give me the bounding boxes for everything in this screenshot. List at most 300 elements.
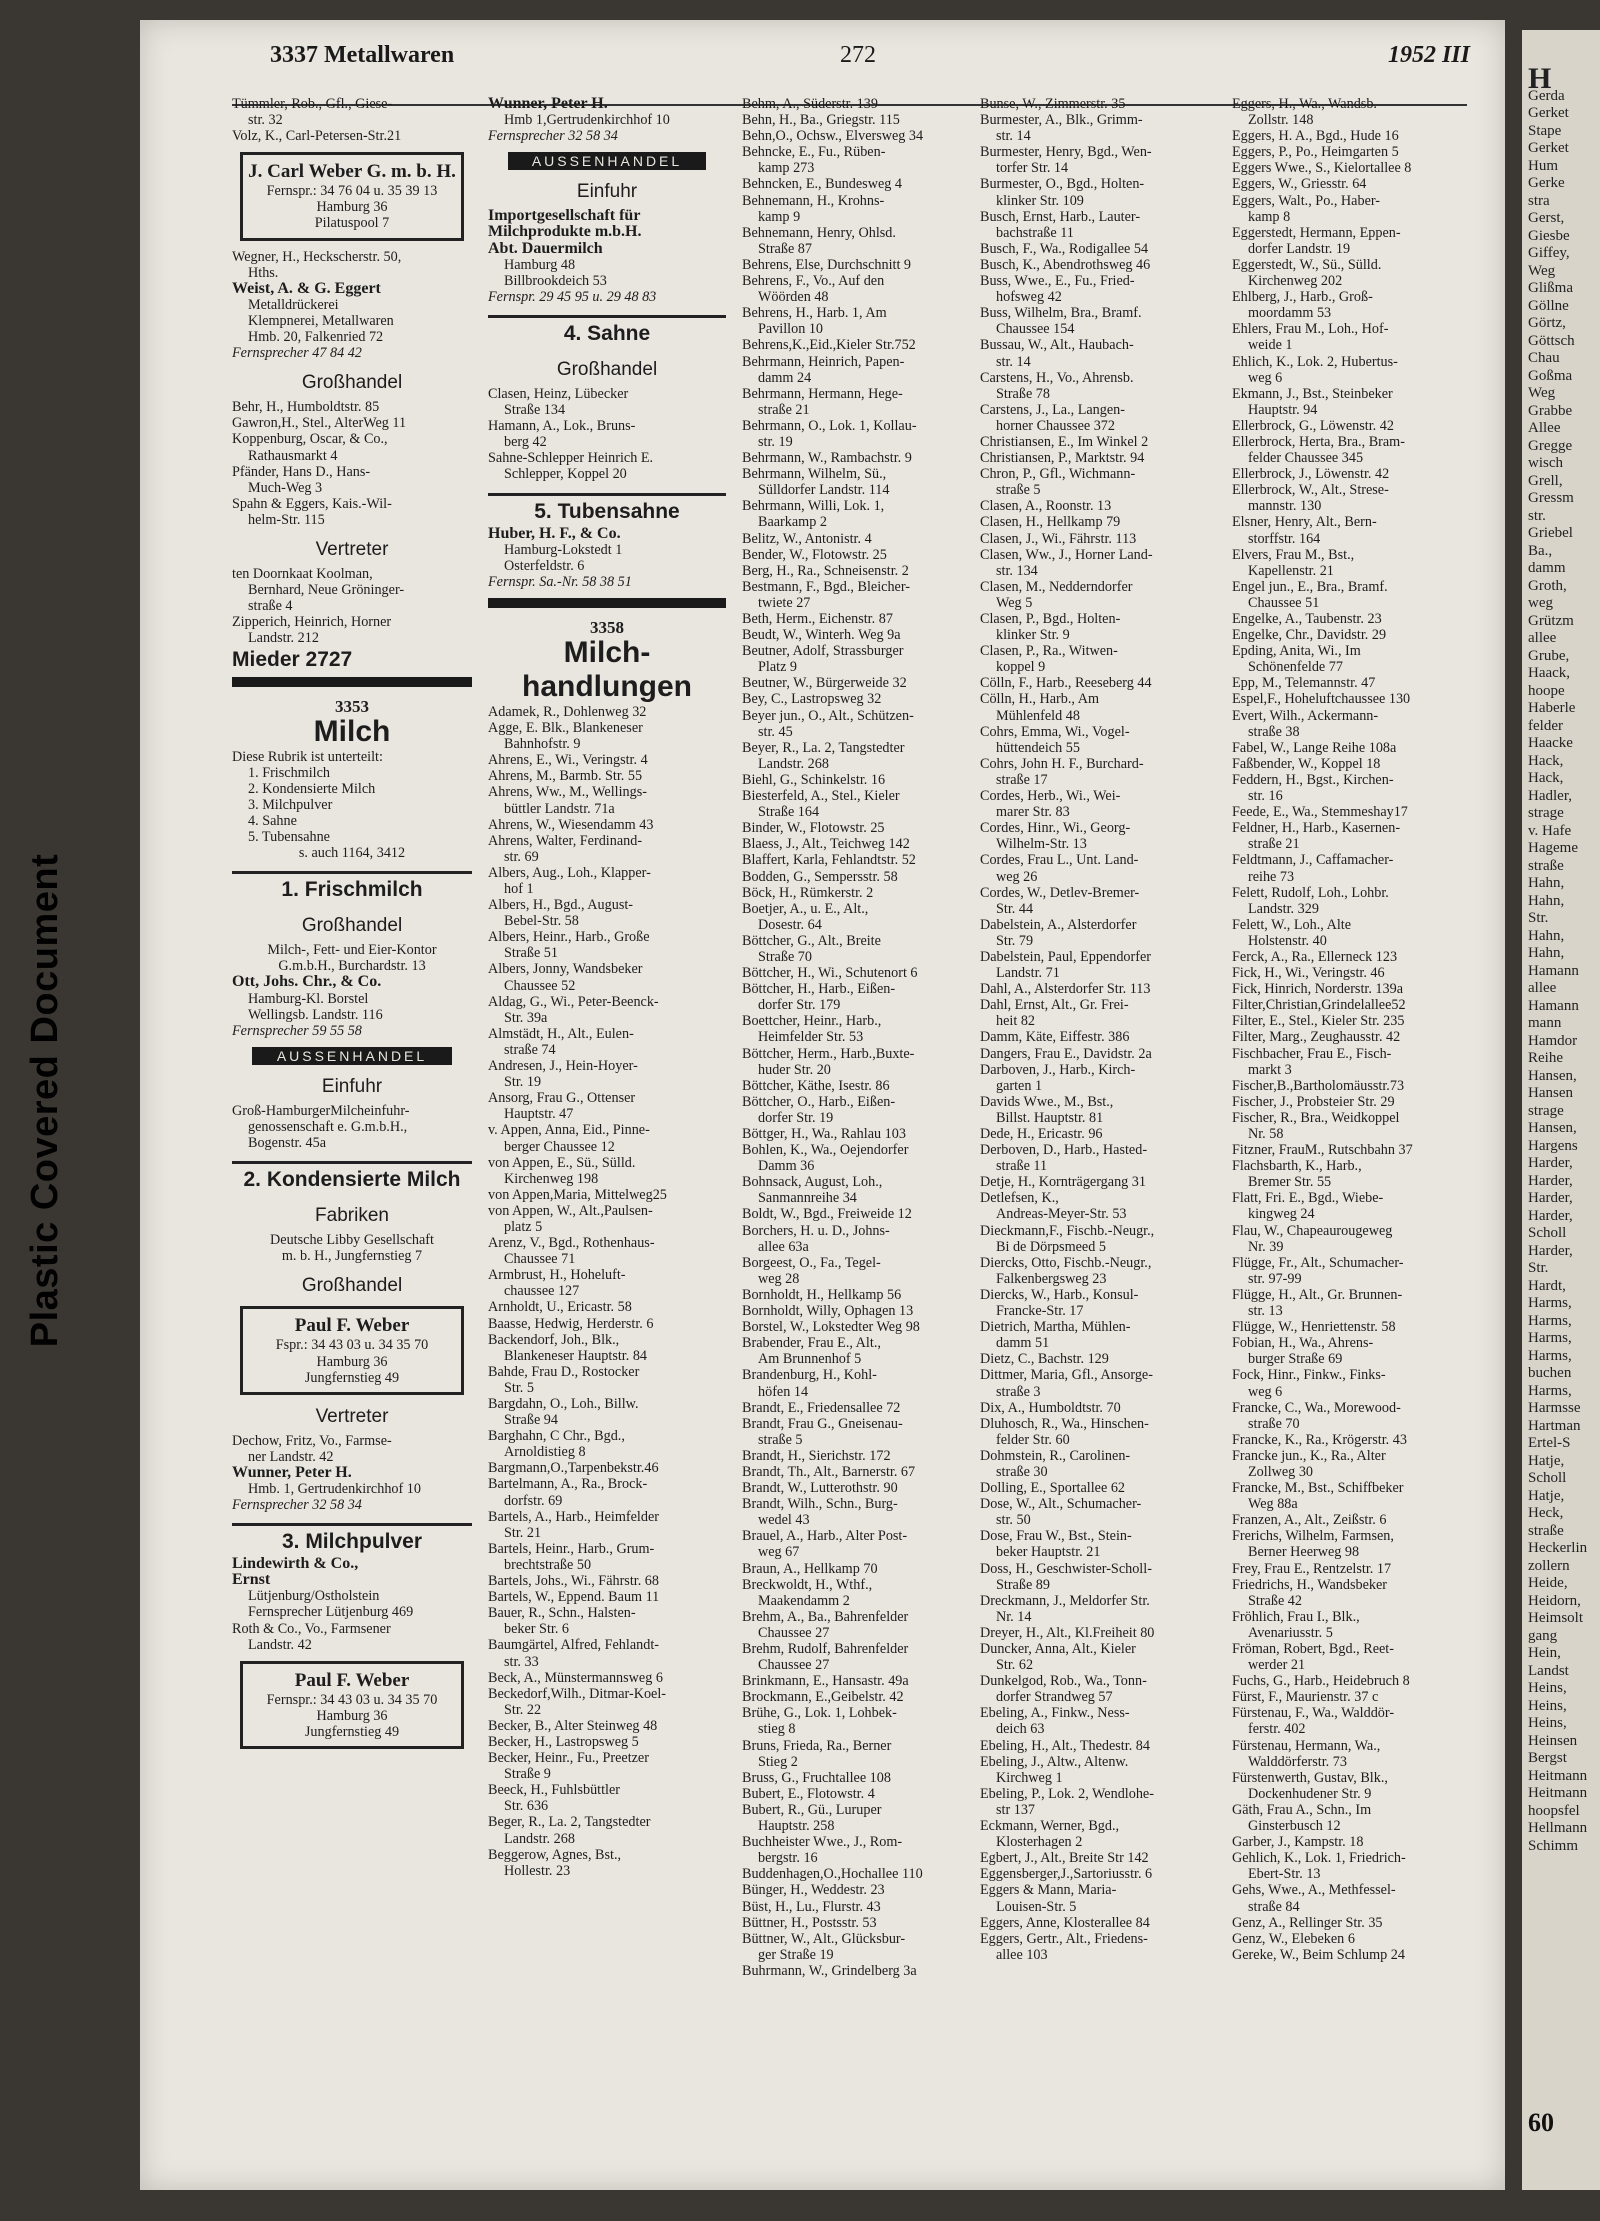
listing-entry: v. Appen, Anna, Eid., Pinne- <box>488 1122 650 1139</box>
listing-continuation: Hamburg-Kl. Borstel <box>248 990 369 1007</box>
adjacent-page-line: Gerke <box>1528 175 1565 191</box>
listing-entry: Almstädt, H., Alt., Eulen- <box>488 1025 634 1042</box>
advert-title: J. Carl Weber G. m. b. H. <box>248 161 456 183</box>
listing-continuation: Osterfeldstr. 6 <box>504 557 585 574</box>
listing-entry: Braun, A., Hellkamp 70 <box>742 1560 878 1577</box>
listing-continuation: berger Chaussee 12 <box>504 1138 615 1155</box>
subheading: Großhandel <box>301 1275 403 1297</box>
listing-entry: Eggers, Walt., Po., Haber- <box>1232 192 1381 209</box>
listing-entry: Buchheister Wwe., J., Rom- <box>742 1834 903 1851</box>
listing-entry: Clasen, P., Bgd., Holten- <box>980 611 1121 627</box>
listing-entry: Ahrens, Ww., M., Wellings- <box>488 784 647 801</box>
listing-entry: Brehm, Rudolf, Bahrenfelder <box>742 1641 909 1657</box>
listing-entry: Behnemann, Henry, Ohlsd. <box>742 224 896 241</box>
adjacent-page-line: Hellmann <box>1528 1820 1588 1836</box>
company-name: Abt. Dauermilch <box>488 239 603 257</box>
section-heading: 1. Frischmilch <box>232 871 472 904</box>
listing-entry: Baumgärtel, Alfred, Fehlandt- <box>488 1637 659 1654</box>
listing-continuation: kingweg 24 <box>1248 1206 1315 1223</box>
listing-entry: Fuchs, G., Harb., Heidebruch 8 <box>1232 1673 1410 1690</box>
listing-entry: Borstel, W., Lokstedter Weg 98 <box>742 1319 920 1336</box>
listing-entry: Fürst, F., Maurienstr. 37 c <box>1232 1689 1379 1706</box>
listing-entry: Böttger, H., Wa., Rahlau 103 <box>742 1126 906 1142</box>
adjacent-page-line: Harmsse <box>1528 1400 1581 1416</box>
adjacent-page-line: Görtz, <box>1528 315 1566 331</box>
column-1 <box>232 96 472 1757</box>
adjacent-page-line: Grabbe <box>1528 402 1573 419</box>
advert-title: Paul F. Weber <box>294 1315 410 1337</box>
category-title: Milch- <box>563 635 651 669</box>
adjacent-page-line: Hargens <box>1528 1137 1578 1154</box>
listing-entry: Hamann, A., Lok., Bruns- <box>488 418 636 435</box>
adjacent-page-line: Heins, <box>1528 1715 1567 1731</box>
listing-continuation: Landstr. 329 <box>1248 900 1319 917</box>
listing-entry: Ahrens, E., Wi., Veringstr. 4 <box>488 752 648 769</box>
listing-entry: Dietrich, Martha, Mühlen- <box>980 1319 1131 1336</box>
listing-continuation: Falkenbergsweg 23 <box>996 1270 1107 1287</box>
listing-continuation: Blankeneser Hauptstr. 84 <box>504 1347 648 1364</box>
listing-entry: Arenz, V., Bgd., Rothenhaus- <box>488 1235 655 1252</box>
listing-entry: Dose, Frau W., Bst., Stein- <box>980 1528 1132 1545</box>
listing-continuation: str. 97-99 <box>1248 1270 1302 1287</box>
centered-text: G.m.b.H., Burchardstr. 13 <box>278 958 426 975</box>
adjacent-page-line: Haacke <box>1528 735 1573 751</box>
listing-entry: Fick, Hinrich, Norderstr. 139a <box>1232 981 1404 998</box>
listing-continuation: Bremer Str. 55 <box>1248 1174 1332 1191</box>
adjacent-page-line: Haack, <box>1528 665 1571 681</box>
centered-text: s. auch 1164, 3412 <box>298 845 406 862</box>
listing-entry: Cohrs, Emma, Wi., Vogel- <box>980 723 1130 740</box>
listing-entry: Carstens, J., La., Langen- <box>980 401 1125 418</box>
listing-continuation: Straße 94 <box>504 1412 558 1429</box>
listing-entry: Büttner, W., Alt., Glücksbur- <box>742 1930 906 1947</box>
adjacent-page-line: Goßma <box>1528 367 1573 384</box>
listing-continuation: straße 17 <box>996 771 1048 788</box>
listing-continuation: Lütjenburg/Ostholstein <box>248 1588 380 1605</box>
listing-entry: Faßbender, W., Koppel 18 <box>1232 755 1381 772</box>
listing-entry: Blaffert, Karla, Fehlandtstr. 52 <box>742 852 916 869</box>
listing-continuation: Straße 164 <box>758 804 820 821</box>
listing-entry: Baasse, Hedwig, Herderstr. 6 <box>488 1315 654 1332</box>
listing-entry: Blaess, J., Alt., Teichweg 142 <box>742 836 910 853</box>
adjacent-page-line: Göllne <box>1528 297 1569 314</box>
listing-continuation: Str. 39a <box>504 1009 548 1026</box>
trade-banner: AUSSENHANDEL <box>252 1047 452 1065</box>
adjacent-page-line: Harder, <box>1528 1172 1573 1189</box>
company-name: Lindewirth & Co., <box>232 1555 359 1573</box>
listing-entry: Filter,Christian,Grindelallee52 <box>1232 997 1406 1014</box>
listing-entry: Dix, A., Humboldtstr. 70 <box>980 1399 1121 1416</box>
adjacent-page-line: Hamann <box>1528 962 1579 979</box>
listing-continuation: str. 69 <box>504 848 539 865</box>
listing-continuation: Chaussee 51 <box>1248 594 1320 611</box>
category-title: handlungen <box>522 669 692 703</box>
adjacent-page-line: Gerket <box>1528 140 1569 156</box>
listing-entry: Albers, Jonny, Wandsbeker <box>488 961 643 978</box>
adjacent-page-line: Reihe <box>1528 1050 1563 1066</box>
listing-continuation: helm-Str. 115 <box>248 511 325 528</box>
listing-continuation: Landstr. 268 <box>504 1830 575 1847</box>
listing-entry: Böttcher, G., Alt., Breite <box>742 932 881 949</box>
listing-continuation: str. 19 <box>758 433 793 450</box>
listing-entry: Chron, P., Gfl., Wichmann- <box>980 466 1136 483</box>
listing-entry: Behn, H., Ba., Griegstr. 115 <box>742 112 900 129</box>
listing-continuation: markt 3 <box>1248 1061 1292 1078</box>
listing-entry: Engelke, A., Taubenstr. 23 <box>1232 611 1382 627</box>
listing-continuation: Klosterhagen 2 <box>996 1834 1083 1851</box>
listing-continuation: bachstraße 11 <box>996 224 1074 241</box>
listing-continuation: straße 84 <box>1248 1898 1300 1915</box>
column-3 <box>742 96 972 1979</box>
listing-continuation: chaussee 127 <box>504 1283 580 1300</box>
listing-entry: Clasen, J., Wi., Fährstr. 113 <box>980 530 1137 547</box>
listing-entry: Breckwoldt, H., Wthf., <box>742 1576 873 1593</box>
listing-continuation: Hmb. 20, Falkenried 72 <box>248 329 384 346</box>
header-category: 3337 Metallwaren <box>270 42 455 68</box>
listing-continuation: Straße 87 <box>758 240 812 257</box>
adjacent-page-line: Ertel-S <box>1528 1435 1571 1451</box>
listing-entry: Brandt, Frau G., Gneisenau- <box>742 1415 903 1432</box>
listing-entry: Beudt, W., Winterh. Weg 9a <box>742 627 901 644</box>
adjacent-page-line: Allee <box>1528 420 1561 436</box>
listing-continuation: ferstr. 402 <box>1248 1721 1306 1738</box>
listing-entry: ten Doornkaat Koolman, <box>232 565 373 582</box>
listing-continuation: Chaussee 154 <box>996 321 1075 338</box>
listing-entry: Buss, Wilhelm, Bra., Bramf. <box>980 305 1142 322</box>
listing-continuation: Landstr. 42 <box>248 1636 312 1653</box>
listing-entry: Behncke, E., Fu., Rüben- <box>742 144 886 161</box>
adjacent-page-line: Ba., <box>1528 542 1553 559</box>
listing-continuation: Str. 636 <box>504 1798 549 1815</box>
listing-entry: Beggerow, Agnes, Bst., <box>488 1846 622 1863</box>
listing-entry: Clasen, A., Roonstr. 13 <box>980 498 1112 515</box>
listing-entry: Derboven, D., Harb., Hasted- <box>980 1142 1148 1159</box>
adjacent-page-line: Hadler, <box>1528 787 1572 804</box>
listing-continuation: straße 30 <box>996 1463 1048 1480</box>
column-5 <box>1232 96 1472 1963</box>
listing-continuation: Metalldrückerei <box>248 296 339 313</box>
listing-entry: Behrens,K.,Eid.,Kieler Str.752 <box>742 337 916 354</box>
listing-entry: Buddenhagen,O.,Hochallee 110 <box>742 1866 923 1883</box>
advert-box <box>240 1661 464 1749</box>
listing-continuation: Ginsterbusch 12 <box>1248 1818 1341 1835</box>
listing-entry: Damm, Käte, Eiffestr. 386 <box>980 1029 1130 1046</box>
listing-continuation: Billbrookdeich 53 <box>504 272 607 289</box>
listing-entry: Koppenburg, Oscar, & Co., <box>232 431 388 448</box>
advert-line: Jungfernstieg 49 <box>304 1723 400 1740</box>
adjacent-page-strip <box>1522 30 1600 2190</box>
listing-entry: Böttcher, Käthe, Isestr. 86 <box>742 1077 890 1094</box>
listing-entry: Dietz, C., Bachstr. 129 <box>980 1351 1109 1368</box>
adjacent-page-line: Hahn, <box>1528 892 1565 909</box>
listing-entry: Behrens, H., Harb. 1, Am <box>742 305 887 322</box>
listing-continuation: büttler Landstr. 71a <box>504 800 615 817</box>
listing-continuation: Straße 70 <box>758 948 812 965</box>
adjacent-page-line: Heimsolt <box>1528 1610 1583 1626</box>
listing-entry: Cordes, Frau L., Unt. Land- <box>980 852 1139 869</box>
listing-continuation: marer Str. 83 <box>996 804 1070 821</box>
listing-continuation: Str. 79 <box>996 932 1034 949</box>
listing-continuation: allee 63a <box>758 1238 809 1255</box>
listing-entry: Diese Rubrik ist unterteilt: <box>232 748 383 765</box>
listing-continuation: felder Str. 60 <box>996 1431 1070 1448</box>
listing-entry: Flatt, Fri. E., Bgd., Wiebe- <box>1232 1190 1384 1207</box>
adjacent-page-line: Harder, <box>1528 1155 1573 1171</box>
adjacent-page-line: strage <box>1528 805 1564 821</box>
adjacent-page-line: strage <box>1528 1102 1564 1119</box>
listing-entry: Armbrust, H., Hoheluft- <box>488 1267 626 1284</box>
listing-continuation: dorfer Landstr. 19 <box>1248 240 1351 257</box>
listing-entry: Barghahn, C Chr., Bgd., <box>488 1428 625 1445</box>
company-name: Wunner, Peter H. <box>488 95 608 112</box>
listing-entry: Beyer jun., O., Alt., Schützen- <box>742 707 914 724</box>
centered-text: Milch-, Fett- und Eier-Kontor <box>267 942 437 959</box>
listing-entry: Cohrs, John H. F., Burchard- <box>980 755 1144 772</box>
centered-text: m. b. H., Jungfernstieg 7 <box>281 1248 423 1265</box>
listing-entry: Fürstenau, F., Wa., Walddör- <box>1232 1705 1395 1722</box>
listing-continuation: Kirchenweg 202 <box>1248 273 1343 290</box>
listing-entry: Ansorg, Frau G., Ottenser <box>488 1090 636 1107</box>
listing-continuation: Hauptstr. 47 <box>504 1106 574 1123</box>
listing-entry: Adamek, R., Dohlenweg 32 <box>488 703 647 720</box>
subheading: Vertreter <box>315 1405 389 1427</box>
listing-entry: Gäth, Frau A., Schn., Im <box>1232 1801 1372 1818</box>
adjacent-page-line: Heidorn, <box>1528 1592 1581 1609</box>
listing-entry: Brandt, E., Friedensallee 72 <box>742 1399 901 1416</box>
listing-continuation: Pavillon 10 <box>758 321 824 338</box>
column-2 <box>488 96 726 1879</box>
header-year-part: 1952 III <box>1387 42 1470 68</box>
listing-continuation: storffstr. 164 <box>1248 530 1321 547</box>
listing-entry: Burmester, O., Bgd., Holten- <box>980 176 1145 193</box>
listing-entry: Beeck, H., Fuhlsbüttler <box>488 1782 621 1799</box>
listing-entry: Bestmann, F., Bgd., Bleicher- <box>742 578 911 595</box>
listing-continuation: Bahnhofstr. 9 <box>504 736 581 753</box>
adjacent-page-line: Landst <box>1528 1662 1569 1679</box>
listing-entry: Francke, K., Ra., Krögerstr. 43 <box>1232 1431 1407 1448</box>
listing-entry: Eggers, H. A., Bgd., Hude 16 <box>1232 128 1399 145</box>
listing-continuation: damm 51 <box>996 1335 1050 1352</box>
listing-entry: Biesterfeld, A., Stel., Kieler <box>742 788 900 805</box>
listing-entry: Brandt, Wilh., Schn., Burg- <box>742 1496 898 1513</box>
column-4 <box>980 96 1222 1963</box>
listing-entry: Bartels, Heinr., Harb., Grum- <box>488 1540 655 1557</box>
adjacent-page-line: Grube, <box>1528 647 1570 664</box>
listing-entry: Bauer, R., Schn., Halsten- <box>488 1605 636 1622</box>
listing-entry: Carstens, H., Vo., Ahrensb. <box>980 369 1134 386</box>
listing-continuation: stieg 8 <box>758 1721 796 1738</box>
company-name: Ott, Johs. Chr., & Co. <box>232 973 382 991</box>
listing-entry: Fischbacher, Frau E., Fisch- <box>1232 1045 1392 1062</box>
listing-entry: Fischer, J., Probsteier Str. 29 <box>1232 1093 1395 1110</box>
listing-continuation: Nr. 39 <box>1248 1238 1284 1255</box>
listing-continuation: Chaussee 52 <box>504 977 576 994</box>
listing-entry: Christiansen, E., Im Winkel 2 <box>980 433 1149 450</box>
section-heading: 5. Tubensahne <box>488 493 726 526</box>
listing-entry: Bartelmann, A., Ra., Brock- <box>488 1476 648 1493</box>
listing-continuation: Schlepper, Koppel 20 <box>504 466 627 483</box>
adjacent-page-line: Hack, <box>1528 770 1564 786</box>
listing-entry: Beck, A., Münstermannsweg 6 <box>488 1669 663 1686</box>
adjacent-page-line: Heide, <box>1528 1575 1568 1591</box>
listing-entry: Feldtmann, J., Caffamacher- <box>1232 852 1394 869</box>
listing-entry: Cordes, Hinr., Wi., Georg- <box>980 820 1131 837</box>
adjacent-page-line: Heins, <box>1528 1680 1567 1696</box>
listing-continuation: genossenschaft e. G.m.b.H., <box>248 1119 408 1136</box>
listing-entry: Flügge, H., Alt., Gr. Brunnen- <box>1232 1286 1403 1303</box>
adjacent-page-line: Heckerlin <box>1528 1540 1588 1556</box>
adjacent-page-line: Hahn, <box>1528 945 1565 961</box>
listing-continuation: straße 74 <box>504 1041 556 1058</box>
listing-continuation: straße 3 <box>996 1383 1041 1400</box>
listing-entry: Binder, W., Flotowstr. 25 <box>742 820 885 837</box>
listing-continuation: brechtstraße 50 <box>504 1556 592 1573</box>
listing-entry: Bunse, W., Zimmerstr. 35 <box>980 96 1126 112</box>
listing-continuation: Ebert-Str. 13 <box>1248 1866 1321 1883</box>
listing-entry: Spahn & Eggers, Kais.-Wil- <box>232 495 392 512</box>
listing-entry: Feede, E., Wa., Stemmeshay17 <box>1232 804 1408 821</box>
adjacent-page-line: Stape <box>1528 122 1562 139</box>
listing-entry: Frey, Frau E., Rentzelstr. 17 <box>1232 1560 1392 1577</box>
listing-continuation: Stieg 2 <box>758 1753 798 1770</box>
listing-entry: Bey, C., Lastropsweg 32 <box>742 691 882 708</box>
listing-entry: Elvers, Frau M., Bst., <box>1232 546 1355 563</box>
listing-continuation: str. 32 <box>248 112 283 129</box>
adjacent-page-line: Grell, <box>1528 472 1563 489</box>
listing-entry: Behrmann, Hermann, Hege- <box>742 385 903 402</box>
listing-entry: Eggensberger,J.,Sartoriusstr. 6 <box>980 1866 1153 1883</box>
listing-continuation: ger Straße 19 <box>758 1946 834 1963</box>
listing-entry: Bubert, E., Flotowstr. 4 <box>742 1785 875 1802</box>
listing-entry: Felett, W., Loh., Alte <box>1232 916 1352 933</box>
phone-line: Fernsprecher 32 58 34 <box>232 1497 362 1514</box>
listing-continuation: Straße 42 <box>1248 1592 1302 1609</box>
adjacent-page-line: Giesbe <box>1528 227 1570 244</box>
centered-text: Deutsche Libby Gesellschaft <box>270 1232 434 1249</box>
listing-continuation: Hmb. 1, Gertrudenkirchhof 10 <box>248 1480 421 1497</box>
listing-entry: Ellerbrock, J., Löwenstr. 42 <box>1232 466 1390 483</box>
listing-entry: Fabel, W., Lange Reihe 108a <box>1232 739 1397 756</box>
advert-line: Fernspr.: 34 43 03 u. 34 35 70 <box>266 1691 438 1708</box>
listing-entry: Flachsbarth, K., Harb., <box>1232 1158 1362 1175</box>
adjacent-page-line: Hahn, <box>1528 875 1565 891</box>
adjacent-page-line: Harder, <box>1528 1190 1573 1206</box>
listing-entry: Brockmann, E.,Geibelstr. 42 <box>742 1689 904 1706</box>
listing-continuation: Hollestr. 23 <box>504 1862 571 1879</box>
listing-entry: von Appen,Maria, Mittelweg25 <box>488 1186 667 1203</box>
listing-entry: Dreyer, H., Alt., Kl.Freiheit 80 <box>980 1624 1155 1641</box>
phone-line: Fernsprecher 47 84 42 <box>232 345 362 362</box>
listing-continuation: mannstr. 130 <box>1248 498 1322 515</box>
adjacent-page-line: damm <box>1528 560 1566 576</box>
listing-entry: Bodden, G., Sempersstr. 58 <box>742 868 898 885</box>
company-name: Ernst <box>232 1571 271 1589</box>
listing-continuation: Bebel-Str. 58 <box>504 913 579 930</box>
listing-continuation: beker Hauptstr. 21 <box>996 1544 1101 1561</box>
listing-entry: Biehl, G., Schinkelstr. 16 <box>742 771 886 788</box>
listing-entry: Becker, Heinr., Fu., Preetzer <box>488 1750 649 1767</box>
listing-continuation: Bi de Dörpsmeed 5 <box>996 1238 1106 1255</box>
listing-continuation: straße 21 <box>1248 836 1300 853</box>
listing-continuation: Str. 44 <box>996 900 1034 917</box>
adjacent-page-line: Weg <box>1528 262 1556 279</box>
listing-continuation: klinker Str. 9 <box>996 627 1070 644</box>
listing-continuation: kamp 9 <box>758 208 801 225</box>
adjacent-page-line: buchen <box>1528 1365 1572 1381</box>
listing-entry: Flau, W., Chapeaurougeweg <box>1232 1222 1393 1239</box>
listing-continuation: Nr. 14 <box>996 1608 1032 1625</box>
listing-continuation: berg 42 <box>504 434 547 451</box>
listing-entry: Francke jun., K., Ra., Alter <box>1232 1447 1386 1464</box>
listing-entry: Behm, A., Süderstr. 139 <box>742 96 878 112</box>
listing-continuation: Str. 62 <box>996 1657 1034 1674</box>
listing-continuation: weg 28 <box>758 1270 800 1287</box>
listing-entry: Cölln, H., Harb., Am <box>980 691 1100 708</box>
listing-continuation: Chaussee 27 <box>758 1657 830 1674</box>
adjacent-page-line: Gregge <box>1528 437 1573 454</box>
advert-line: Hamburg 36 <box>316 199 388 216</box>
listing-continuation: felder Chaussee 345 <box>1248 450 1364 467</box>
listing-entry: Doss, H., Geschwister-Scholl- <box>980 1560 1152 1577</box>
listing-continuation: twiete 27 <box>758 594 811 611</box>
listing-continuation: Billst. Hauptstr. 81 <box>996 1109 1104 1126</box>
listing-continuation: Straße 78 <box>996 385 1050 402</box>
adjacent-page-line: Hardt, <box>1528 1277 1566 1294</box>
category-title: Milch <box>313 714 391 748</box>
listing-entry: Felett, Rudolf, Loh., Lohbr. <box>1232 884 1389 901</box>
listing-continuation: straße 38 <box>1248 723 1300 740</box>
listing-entry: Eckmann, Werner, Bgd., <box>980 1818 1120 1835</box>
listing-entry: Ellerbrock, G., Löwenstr. 42 <box>1232 417 1394 434</box>
section-number: 3353 <box>335 696 369 716</box>
section-heading: 2. Kondensierte Milch <box>232 1161 472 1194</box>
adjacent-page-line: Hansen, <box>1528 1067 1577 1084</box>
listing-continuation: höfen 14 <box>758 1383 809 1400</box>
listing-entry: Ahrens, Walter, Ferdinand- <box>488 832 643 849</box>
listing-entry: Christiansen, P., Marktstr. 94 <box>980 450 1145 467</box>
listing-continuation: Walddörferstr. 73 <box>1248 1753 1347 1770</box>
listing-entry: Egbert, J., Alt., Breite Str 142 <box>980 1850 1149 1867</box>
phone-line: Fernspr. Sa.-Nr. 58 38 51 <box>488 573 632 590</box>
listing-entry: Brabender, Frau E., Alt., <box>742 1335 881 1352</box>
listing-entry: Behrmann, Willi, Lok. 1, <box>742 498 885 515</box>
listing-entry: Dangers, Frau E., Davidstr. 2a <box>980 1045 1152 1062</box>
listing-continuation: Chaussee 27 <box>758 1624 830 1641</box>
adjacent-page-line: Haberle <box>1528 700 1576 716</box>
listing-entry: Behrmann, Heinrich, Papen- <box>742 353 905 370</box>
listing-entry: Bender, W., Flotowstr. 25 <box>742 546 887 563</box>
listing-continuation: straße 70 <box>1248 1415 1300 1432</box>
listing-continuation: Weg 5 <box>996 594 1033 611</box>
listing-entry: Dieckmann,F., Fischb.-Neugr., <box>980 1222 1155 1239</box>
listing-entry: Albers, H., Bgd., August- <box>488 897 634 914</box>
listing-continuation: straße 4 <box>248 598 293 615</box>
listing-entry: Behrmann, Wilhelm, Sü., <box>742 466 887 483</box>
listing-entry: Engel jun., E., Bra., Bramf. <box>1232 578 1388 595</box>
adjacent-page-line: Hartman <box>1528 1417 1581 1434</box>
section-divider <box>488 598 726 608</box>
listing-continuation: str. 16 <box>1248 788 1283 805</box>
adjacent-page-line: straße <box>1528 1522 1564 1539</box>
listing-entry: Behncken, E., Bundesweg 4 <box>742 176 902 193</box>
listing-entry: Ehlers, Frau M., Loh., Hof- <box>1232 321 1389 338</box>
adjacent-page-line: gang <box>1528 1627 1558 1644</box>
adjacent-page-line: v. Hafe <box>1528 822 1572 839</box>
listing-entry: Beger, R., La. 2, Tangstedter <box>488 1814 651 1831</box>
listing-entry: Ahrens, M., Barmb. Str. 55 <box>488 768 643 785</box>
listing-entry: Brehm, A., Ba., Bahrenfelder <box>742 1608 909 1625</box>
listing-continuation: str. 13 <box>1248 1303 1283 1320</box>
